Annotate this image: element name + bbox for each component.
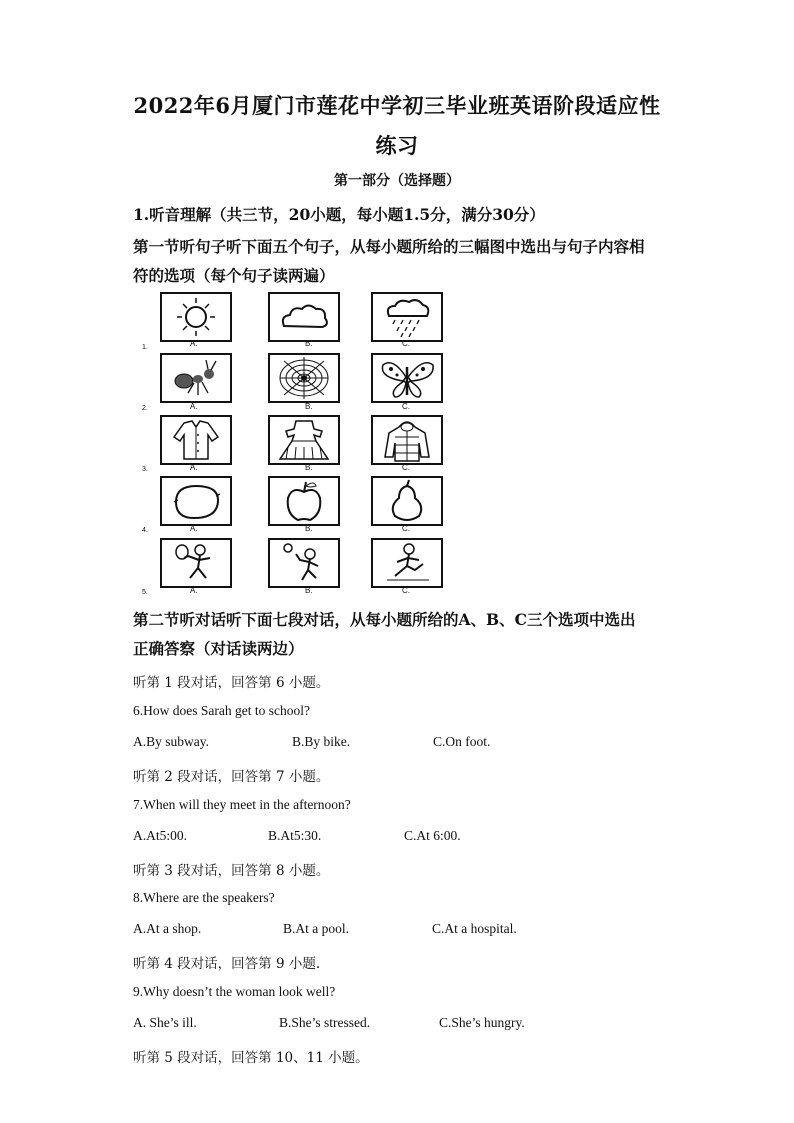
jacket-icon [371,415,443,465]
section2-intro-line2: 正确答察（对话读两边） [133,639,304,658]
option-c: C.She’s hungry. [439,1015,525,1030]
listening-prompt: 听第 5 段对话，回答第 10、11 小题。 [133,1050,369,1066]
part-heading: 第一部分（选择题） [334,173,460,189]
question-text: 9.Why doesn’t the woman look well? [133,984,336,999]
option-a: A. She’s ill. [133,1015,197,1030]
option-label: A. [190,402,198,411]
option-a: A.At5:00. [133,828,187,843]
listening-prompt: 听第 1 段对话，回答第 6 小题。 [133,675,330,691]
option-label: A. [190,524,198,533]
option-b: B.At5:30. [268,828,322,843]
listening-prompt: 听第 4 段对话，回答第 9 小题. [133,956,321,972]
option-label: B. [305,339,313,348]
listening-prompt: 听第 3 段对话，回答第 8 小题。 [133,863,330,879]
ant-icon [160,353,232,403]
row-number: 1. [142,344,148,351]
option-label: C. [402,463,410,472]
tennis-player-icon [160,538,232,588]
row-number: 5. [142,589,148,596]
shirt-icon [160,415,232,465]
title-line-2: 练习 [375,133,419,158]
butterfly-icon [371,353,443,403]
section1-intro-line1: 第一节听句子听下面五个句子，从每小题所给的三幅图中选出与句子内容相 [133,237,645,256]
question-text: 6.How does Sarah get to school? [133,703,310,718]
section1-intro-line2: 符的选项（每个句子读两遍） [133,266,335,285]
option-label: B. [305,586,313,595]
option-label: A. [190,463,198,472]
option-a: A.By subway. [133,734,209,749]
cloud-icon [268,292,340,342]
option-a: A.At a shop. [133,921,202,936]
option-label: B. [305,463,313,472]
option-label: B. [305,402,313,411]
option-b: B.She’s stressed. [279,1015,371,1030]
listening-prompt: 听第 2 段对话，回答第 7 小题。 [133,769,330,785]
title-line-1: 2022年6月厦门市莲花中学初三毕业班英语阶段适应性 [133,93,661,118]
option-b: B.By bike. [292,734,351,749]
option-label: C. [402,339,410,348]
option-label: C. [402,586,410,595]
spider-web-icon [268,353,340,403]
option-c: C.On foot. [433,734,491,749]
row-number: 4. [142,527,148,534]
sun-icon [160,292,232,342]
section1-heading: 1.听音理解（共三节，20小题，每小题1.5分，满分30分） [133,205,545,224]
soccer-player-icon [268,538,340,588]
option-label: C. [402,524,410,533]
option-label: C. [402,402,410,411]
pear-icon [371,476,443,526]
option-c: C.At 6:00. [404,828,461,843]
option-c: C.At a hospital. [432,921,517,936]
apple-icon [268,476,340,526]
option-label: B. [305,524,313,533]
section2-intro-line1: 第二节听对话听下面七段对话，从每小题所给的A、B、C三个选项中选出 [133,610,636,629]
dress-icon [268,415,340,465]
rain-cloud-icon [371,292,443,342]
picture-grid [140,290,450,600]
row-number: 3. [142,466,148,473]
option-label: A. [190,339,198,348]
option-label: A. [190,586,198,595]
question-text: 8.Where are the speakers? [133,890,275,905]
row-number: 2. [142,405,148,412]
lemon-icon [160,476,232,526]
option-b: B.At a pool. [283,921,349,936]
question-text: 7.When will they meet in the afternoon? [133,797,351,812]
running-boy-icon [371,538,443,588]
